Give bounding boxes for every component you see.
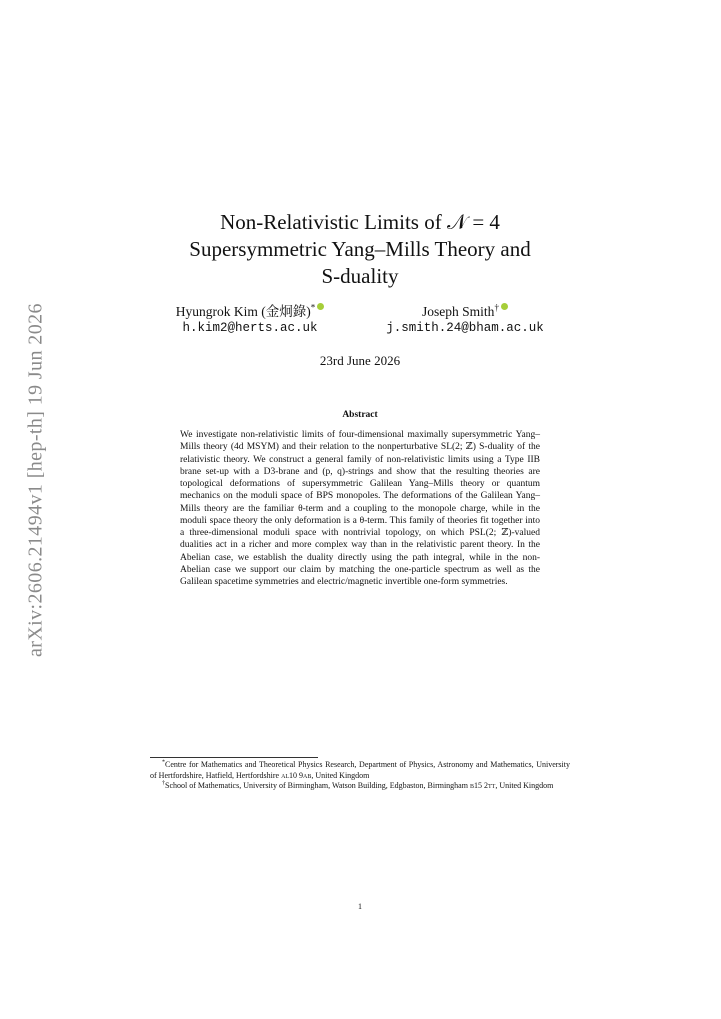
footnote-2-text-end: , United Kingdom [495,781,554,790]
author-2-email[interactable]: j.smith.24@bham.ac.uk [386,321,544,335]
footnotes [150,760,570,792]
orcid-icon[interactable] [317,303,324,310]
title-line-1: Non-Relativistic Limits of 𝒩 = 4 [220,210,500,235]
author-1-footnote-mark: * [310,302,316,313]
page-number: 1 [358,902,362,911]
abstract-heading: Abstract [342,410,378,420]
title-line-2: Supersymmetric Yang–Mills Theory and [189,237,531,262]
footnote-1-mark: * [162,759,165,766]
paper-title [140,209,580,290]
author-2-footnote-mark: † [494,302,499,313]
abstract-text: We investigate non-relativistic limits of four-dimensional maximally supersymmetric Yang–Mills theory (4d MSYM) and their relation to the nonperturbative SL(2; ℤ) S-duality of the relativistic theory. We construct a general family of non-relativistic limits using a Type IIB brane set-up with a D3-brane and (p, q)-strings and show that the resulting theories are topological deformations of supersymmetric Galilean Yang–Mills theory or quantum mechanics on the moduli space of BPS monopoles. The deformations of the Galilean Yang–Mills theory are the familiar θ-term and a coupling to the monopole charge, while in the moduli space theory the only deformation is a θ-term. This family of theories fit together into a three-dimensional moduli space with nontrivial topology, on which PSL(2; ℤ)-valued dualities act in a richer and more complex way than in the relativistic parent theory. In the Abelian case, we establish the duality directly using the path integral, while in the non-Abelian case we support our claim by matching the one-particle spectrum as well as the Galilean spacetime symmetries and electric/magnetic invertible one-form symmetries. [180,430,540,587]
footnote-1-postcode: al10 9ab [281,770,312,780]
footnote-1-text: Centre for Mathematics and Theoretical Physics Research, Department of Physics, Astronomy and Mathematics, University of Hertfordshire, Hatfield, Hertfordshire [150,760,570,780]
author-2-name: Joseph Smith [422,304,495,319]
author-1-name: Hyungrok Kim (金炯錄) [175,304,311,319]
footnote-2-postcode: b15 2tt [469,781,496,790]
footnote-2-text: School of Mathematics, University of Birmingham, Watson Building, Edgbaston, Birmingham [165,781,470,790]
footnote-1-text-end: , United Kingdom [311,770,370,780]
footnote-divider [150,757,318,758]
author-1 [150,303,350,337]
title-line-3: S-duality [321,264,399,289]
footnote-2-mark: † [162,780,165,787]
footnote-1 [150,760,570,781]
author-2 [360,303,570,337]
author-block [150,303,570,343]
author-1-email[interactable]: h.kim2@herts.ac.uk [182,321,318,335]
orcid-icon[interactable] [501,303,508,310]
publication-date: 23rd June 2026 [319,353,401,368]
footnote-2 [150,781,570,792]
arxiv-identifier-stamp: arXiv:2606.21494v1 [hep-th] 19 Jun 2026 [24,303,47,657]
